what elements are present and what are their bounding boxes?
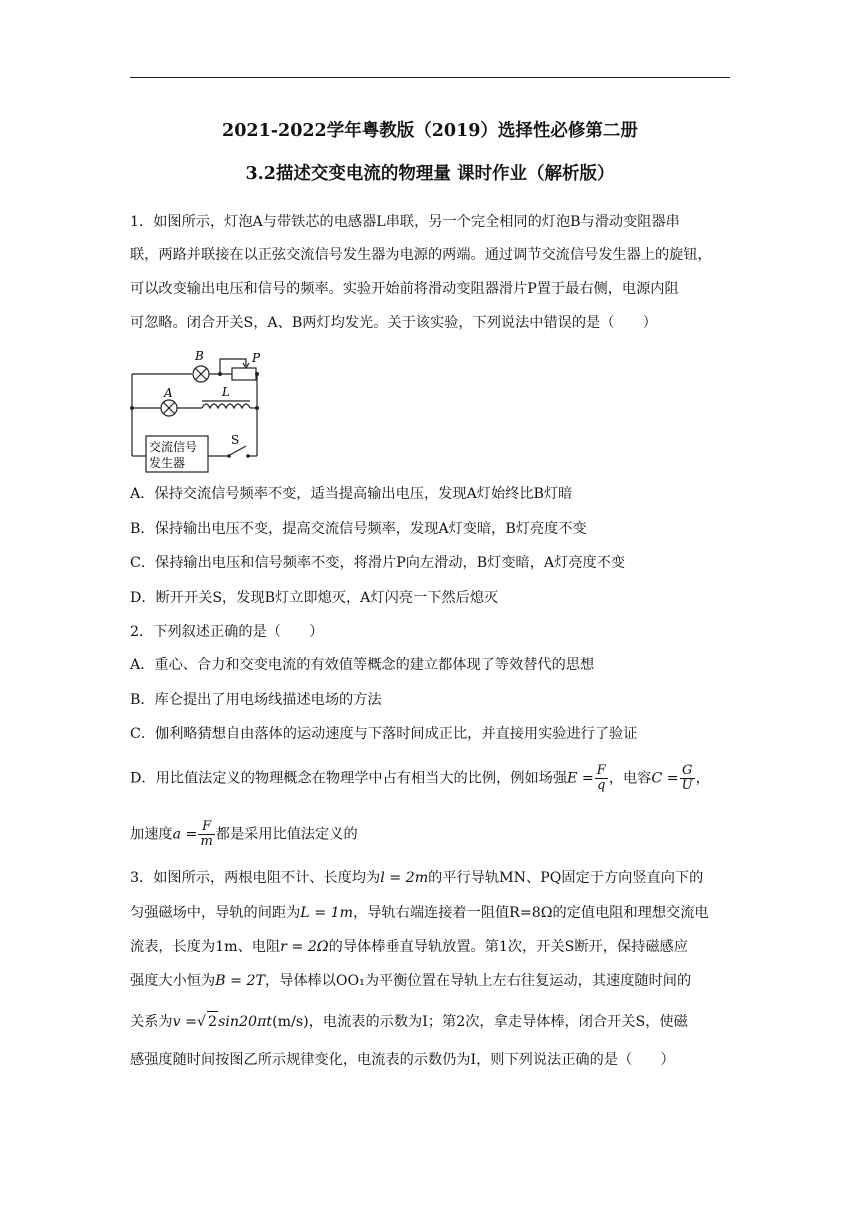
q2-option-c: C．伽利略猜想自由落体的运动速度与下落时间成正比，并直接用实验进行了验证 — [130, 726, 638, 742]
q3-l5-text-a: 关系为 — [130, 1014, 173, 1030]
formula-C-lhs: C = — [651, 770, 679, 787]
sqrt-symbol: √ — [197, 1014, 207, 1030]
formula-C-denominator: U — [681, 778, 693, 793]
q2-option-a: A．重心、合力和交变电流的有效值等概念的建立都体现了等效替代的思想 — [130, 657, 595, 673]
label-S: S — [231, 433, 240, 447]
formula-E-denominator: q — [595, 778, 608, 793]
q2-option-d-line1 — [130, 764, 710, 793]
q1-stem-line3: 可以改变输出电压和信号的频率。实验开始前将滑动变阻器滑片P置于最右侧，电源内阻 — [130, 281, 679, 297]
q1-stem-line4: 可忽略。闭合开关S，A、B两灯均发光。关于该实验，下列说法中错误的是（ ） — [130, 315, 657, 331]
q3-line1 — [130, 868, 703, 888]
q3-l4-text-b: ，导体棒以OO₁为平衡位置在导轨上左右往复运动，其速度随时间的 — [264, 973, 692, 989]
q1-stem-line2: 联，两路并联接在以正弦交流信号发生器为电源的两端。通过调节交流信号发生器上的旋钮， — [130, 247, 712, 263]
label-L: L — [222, 385, 230, 399]
label-A: A — [164, 386, 173, 400]
q3-l3-text-a: 流表，长度为1m、电阻 — [130, 939, 281, 955]
q3-l2-text-a: 匀强磁场中，导轨的间距为 — [130, 905, 301, 921]
q3-l3-text-b: 的导体棒垂直导轨放置。第1次，开关S断开，保持磁感应 — [328, 939, 688, 955]
generator-label-line1: 交流信号 — [149, 440, 198, 454]
q3-l1-formula: l = 2m — [380, 870, 429, 886]
formula-a-numerator: F — [202, 819, 212, 834]
formula-a-denominator: m — [200, 834, 213, 849]
q3-line5 — [130, 1011, 688, 1032]
q2-option-b: B．库仑提出了用电场线描述电场的方法 — [130, 692, 382, 708]
q1-circuit-diagram — [128, 348, 268, 474]
formula-E-lhs: E = — [567, 770, 594, 787]
formula-C-numerator: G — [681, 763, 693, 778]
q3-line4 — [130, 971, 691, 991]
q1-option-d: D．断开开关S，发现B灯立即熄灭，A灯闪亮一下然后熄灭 — [130, 590, 499, 606]
q2-d2-end: 都是采用比值法定义的 — [215, 826, 358, 843]
q2-option-d-line2 — [130, 820, 358, 849]
q3-l2-text-b: ，导轨右端连接着一阻值R=8Ω的定值电阻和理想交流电 — [353, 905, 709, 921]
q3-line6: 感强度随时间按图乙所示规律变化，电流表的示数仍为I，则下列说法正确的是（ ） — [130, 1052, 675, 1068]
q3-l4-text-a: 强度大小恒为 — [130, 973, 216, 989]
q3-l2-formula: L = 1m — [300, 905, 354, 921]
q1-option-a: A．保持交流信号频率不变，适当提高输出电压，发现A灯始终比B灯暗 — [130, 486, 573, 502]
q2-d-mid: ，电容 — [608, 770, 652, 787]
q1-option-b: B．保持输出电压不变，提高交流信号频率，发现A灯变暗，B灯亮度不变 — [130, 521, 587, 537]
q3-l5-unit: (m/s) — [272, 1014, 309, 1030]
q3-line2 — [130, 903, 709, 923]
q1-option-c: C．保持输出电压和信号频率不变，将滑片P向左滑动，B灯变暗，A灯亮度不变 — [130, 555, 626, 571]
q2-d-end: ， — [695, 770, 710, 787]
doc-title-line1: 2021-2022学年粤教版（2019）选择性必修第二册 — [222, 121, 638, 141]
q3-l4-formula: B = 2T — [215, 973, 265, 989]
q3-l5-text-b: ，电流表的示数为I；第2次，拿走导体棒，闭合开关S，使磁 — [308, 1014, 688, 1030]
sqrt-radicand: 2 — [207, 1011, 218, 1032]
q2-d2-prefix: 加速度 — [130, 826, 173, 843]
q1-stem-line1: 1．如图所示，灯泡A与带铁芯的电感器L串联，另一个完全相同的灯泡B与滑动变阻器串 — [130, 214, 680, 230]
label-B: B — [195, 349, 204, 363]
q3-l3-formula: r = 2Ω — [280, 939, 329, 955]
q2-d-prefix: D．用比值法定义的物理概念在物理学中占有相当大的比例，例如场强 — [130, 770, 568, 787]
q3-l5-velocity-lhs: v = — [172, 1014, 197, 1030]
label-P: P — [252, 351, 261, 365]
formula-E-numerator: F — [596, 763, 606, 778]
formula-C-fraction — [680, 764, 695, 793]
q3-l1-text-a: 3．如图所示，两根电阻不计、长度均为 — [130, 870, 381, 886]
q3-l5-sin-term: sin20πt — [218, 1014, 273, 1030]
q3-l1-text-b: 的平行导轨MN、PQ固定于方向竖直向下的 — [428, 870, 704, 886]
doc-title-line2: 3.2描述交变电流的物理量 课时作业（解析版） — [245, 164, 615, 184]
q2-stem: 2．下列叙述正确的是（ ） — [130, 624, 324, 640]
formula-E-fraction — [595, 764, 608, 793]
generator-label-line2: 发生器 — [149, 456, 186, 470]
formula-a-lhs: a = — [172, 826, 198, 843]
header-rule — [130, 77, 730, 78]
formula-a-fraction — [198, 820, 214, 849]
q3-line3 — [130, 937, 688, 957]
